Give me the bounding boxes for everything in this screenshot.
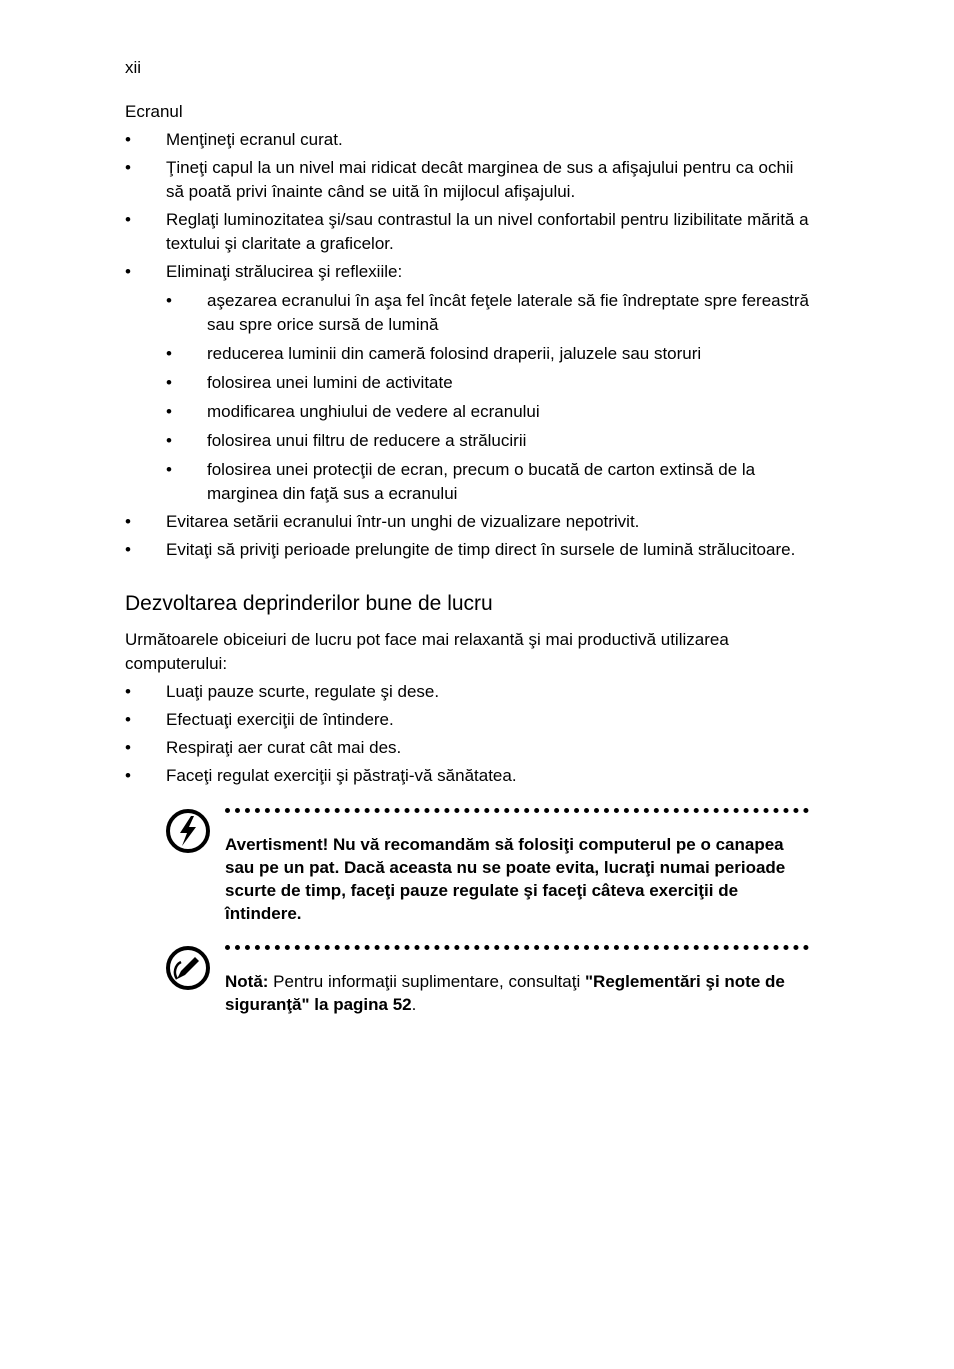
note-label: Notă: <box>225 972 269 991</box>
note-end: . <box>411 995 417 1014</box>
habits-bullet-list <box>125 680 815 788</box>
note-link[interactable]: "Reglementări şi note de siguranţă" la pagina 52 <box>225 972 785 1014</box>
list-item: • Faceţi regulat exerciţii şi păstraţi-vă sănătatea. <box>125 764 815 788</box>
section-heading-screen: Ecranul <box>125 102 183 121</box>
list-item: • Menţineţi ecranul curat. <box>125 128 815 152</box>
list-item: • Evitaţi să priviţi perioade prelungite de timp direct în sursele de lumină strălucitoare. <box>125 538 815 562</box>
list-item: • Reglaţi luminozitatea şi/sau contrastul la un nivel confortabil pentru lizibilitate mărită a textului şi claritate a graficelor. <box>125 208 815 256</box>
screen-bullet-list-2 <box>125 510 815 562</box>
list-item: • Evitarea setării ecranului într-un unghi de vizualizare nepotrivit. <box>125 510 815 534</box>
sub-list-item: • folosirea unei protecţii de ecran, precum o bucată de carton extinsă de la marginea din faţă sus a ecranului <box>166 458 815 506</box>
glare-sub-list <box>125 289 815 506</box>
note-body: Pentru informaţii suplimentare, consultaţi <box>268 972 585 991</box>
list-item: • Eliminaţi strălucirea şi reflexiile: <box>125 260 815 284</box>
warning-lightning-icon <box>165 808 211 854</box>
dotted-divider <box>225 945 809 950</box>
page-content <box>125 100 815 1016</box>
list-item: • Ţineţi capul la un nivel mai ridicat decât marginea de sus a afişajului pentru ca ochii să poată privi înainte când se uită în mijlocul afişajului. <box>125 156 815 204</box>
note-text <box>225 970 815 1016</box>
sub-list-item: • aşezarea ecranului în aşa fel încât feţele laterale să fie îndreptate spre fereastră sau spre orice sursă de lumină <box>166 289 815 337</box>
screen-bullet-list <box>125 128 815 284</box>
sub-list-item: • reducerea luminii din cameră folosind draperii, jaluzele sau storuri <box>166 342 815 366</box>
page-number: xii <box>125 58 142 77</box>
list-item: • Efectuaţi exerciţii de întindere. <box>125 708 815 732</box>
sub-list-item: • modificarea unghiului de vedere al ecranului <box>166 400 815 424</box>
note-pen-icon <box>165 945 211 991</box>
list-item: • Respiraţi aer curat cât mai des. <box>125 736 815 760</box>
habits-intro: Următoarele obiceiuri de lucru pot face mai relaxantă şi mai productivă utilizarea computerului: <box>125 630 729 673</box>
dotted-divider <box>225 808 809 813</box>
warning-text: Avertisment! Nu vă recomandăm să folosiţi computerul pe o canapea sau pe un pat. Dacă aceasta nu se poate evita, lucraţi numai perioade scurte de timp, faceţi pauze regulate şi faceţi câteva exerciţii de întindere. <box>225 835 786 923</box>
list-item: • Luaţi pauze scurte, regulate şi dese. <box>125 680 815 704</box>
sub-list-item: • folosirea unei lumini de activitate <box>166 371 815 395</box>
sub-list-item: • folosirea unui filtru de reducere a strălucirii <box>166 429 815 453</box>
section-title-habits: Dezvoltarea deprinderilor bune de lucru <box>125 592 493 615</box>
warning-box <box>125 808 815 925</box>
note-box <box>125 945 815 1016</box>
